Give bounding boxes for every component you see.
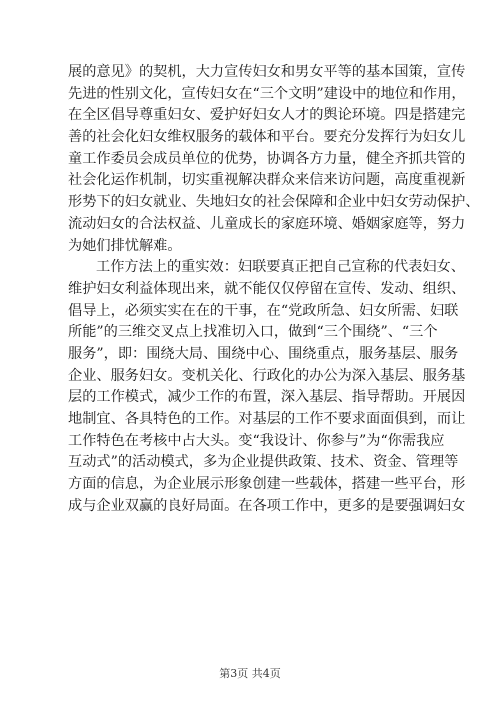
text-line: 在全区倡导尊重妇女、爱护好妇女人才的舆论环境。四是搭建完 [68,107,466,124]
paragraph [68,257,466,517]
text-line: 先进的性别文化，宣传妇女在“三个文明”建设中的地位和作用， [68,85,466,102]
text-line: 方面的信息，为企业展示形象创建一些载体，搭建一些平台，形 [68,476,466,493]
text-line: 所能”的三维交叉点上找准切入口，做到“三个围绕”、“三个 [68,324,438,341]
text-line: 成与企业双赢的良好局面。在各项工作中，更多的是要强调妇女 [68,497,466,514]
text-line: 层的工作模式，减少工作的布置，深入基层、指导帮助。开展因 [68,389,466,406]
text-line: 倡导上，必须实实在在的干事，在“党政所急、妇女所需、妇联 [68,302,459,319]
text-line: 流动妇女的合法权益、儿童成长的家庭环境、婚姻家庭等，努力 [68,215,466,232]
text-line: 维护妇女利益体现出来，就不能仅仅停留在宣传、发动、组织、 [68,280,466,297]
text-line: 为她们排忧解难。 [68,237,182,254]
text-line: 童工作委员会成员单位的优势，协调各方力量，健全齐抓共管的 [68,150,466,167]
text-line: 工作方法上的重实效：妇联要真正把自己宣称的代表妇女、 [96,259,465,276]
body-text [68,62,480,517]
text-line: 工作特色在考核中占大头。变“我设计、你参与”为“你需我应 [68,432,445,449]
text-line: 服务”，即：围绕大局、围绕中心、围绕重点，服务基层、服务 [68,345,459,362]
paragraph [68,62,480,257]
text-line: 形势下的妇女就业、失地妇女的社会保障和企业中妇女劳动保护、 [68,194,480,211]
text-line: 善的社会化妇女维权服务的载体和平台。要充分发挥行为妇女儿 [68,129,466,146]
text-line: 社会化运作机制，切实重视解决群众来信来访问题，高度重视新 [68,172,466,189]
text-line: 互动式”的活动模式，多为企业提供政策、技术、资金、管理等 [68,454,459,471]
page-footer: 第3页 共4页 [219,667,281,680]
text-line: 企业、服务妇女。变机关化、行政化的办公为深入基层、服务基 [68,367,466,384]
text-line: 展的意见》的契机，大力宣传妇女和男女平等的基本国策，宣传 [68,64,466,80]
text-line: 地制宜、各具特色的工作。对基层的工作不要求面面俱到，而让 [68,411,466,427]
